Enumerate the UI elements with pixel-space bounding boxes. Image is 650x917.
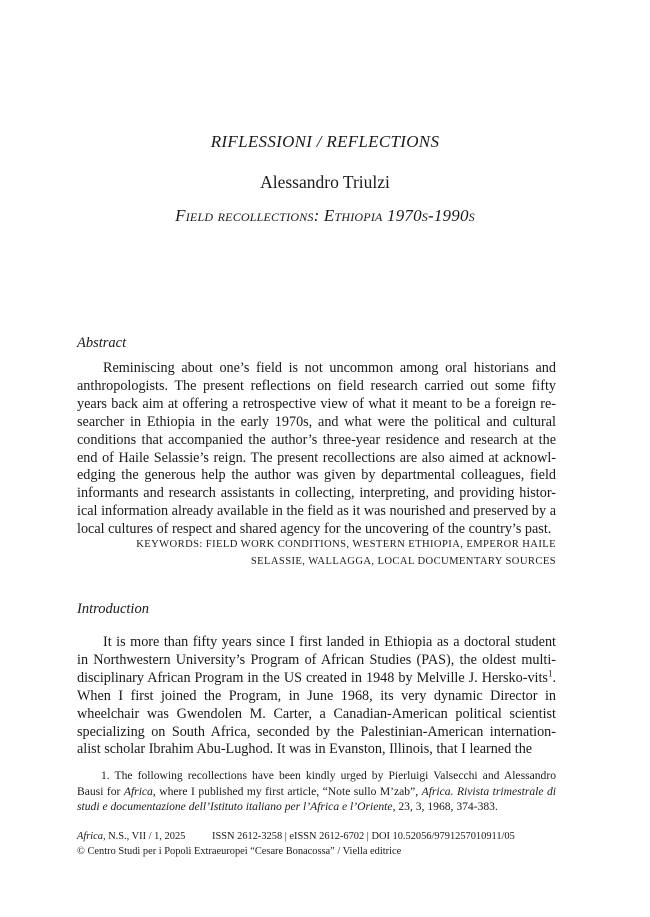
footnote-text-c: , 23, 3, 1968, 374-383. [392, 800, 498, 814]
article-title: Field recollections: Ethiopia 1970s-1990s [175, 206, 475, 225]
keywords-line-1: KEYWORDS: FIELD WORK CONDITIONS, WESTERN ETHIOPIA, EMPEROR HAILE [136, 539, 556, 550]
section-heading: RIFLESSIONI / REFLECTIONS [210, 132, 440, 151]
footnote-text-a: The following recollections have been kindly urged by Pierluigi Valsecchi and Alessandro Bausi for [77, 769, 556, 798]
keywords-line-2: SELASSIE, WALLAGGA, LOCAL DOCUMENTARY SOURCES [250, 555, 556, 567]
footnote-italic-a: Africa [123, 784, 153, 798]
keywords [118, 537, 556, 570]
footer-line-1 [77, 829, 556, 844]
abstract-text: Reminiscing about one’s field is not uncommon among oral historians and anthropologists. The present reflections on field research carried out some fifty years back aim at offering a retrospective view of what it meant to be a foreign re-searcher in Ethiopia in the early 1970s, and what were the political and cultural conditions that accompanied the author’s three-year residence and research at the end of Haile Selassie’s reign. The present recollections are also aimed at acknowl-edging the generous help the author was given by departmental colleagues, field informants and research assistants in collecting, interpreting, and providing histor-ical information already available in the field as it was nourished and preserved by a local cultures of respect and shared agency for the uncovering of the country’s past. [77, 360, 556, 538]
footnote-text-b: , where I published my first article, “Note sullo M’zab”, [152, 784, 422, 798]
page-footer [77, 829, 556, 859]
intro-text-part-1: It is more than fifty years since I first landed in Ethiopia as a doctoral student in Northwestern University’s Program of African Studies (PAS), the oldest multi-disciplinary African Program in the US created in 1948 by Melville J. Hersko-vits [77, 634, 556, 686]
intro-text-part-2: . When I first joined the Program, in June 1968, its very dynamic Director in wheelchair was Gwendolen M. Carter, a Canadian-American political scientist specializing on South Africa, seconded by the Palestinian-American internation-alist scholar Ibrahim Abu-Lughod. It was in Evanston, Illinois, that I learned the [77, 669, 556, 758]
footnote [77, 768, 556, 815]
author-name: Alessandro Triulzi [260, 172, 390, 192]
footnote-number: 1. [101, 769, 110, 782]
introduction-text [77, 634, 556, 759]
introduction-heading: Introduction [77, 601, 149, 617]
footer-journal-rest: , N.S., VII / 1, 2025 [102, 831, 186, 842]
footer-identifiers: ISSN 2612-3258 | eISSN 2612-6702 | DOI 10.52056/9791257010911/05 [212, 831, 515, 842]
footer-publisher: © Centro Studi per i Popoli Extraeuropei “Cesare Bonacossa” / Viella editrice [77, 846, 402, 857]
abstract-heading: Abstract [77, 335, 127, 351]
footer-journal [77, 829, 212, 844]
footer-journal-italic: Africa [77, 831, 103, 842]
footnote-italic-b: Africa. Rivista trimestrale di studi e documentazione dell’Istituto italiano per l’Africa e l’Oriente [77, 784, 556, 814]
footnote-reference[interactable]: 1 [547, 668, 553, 679]
